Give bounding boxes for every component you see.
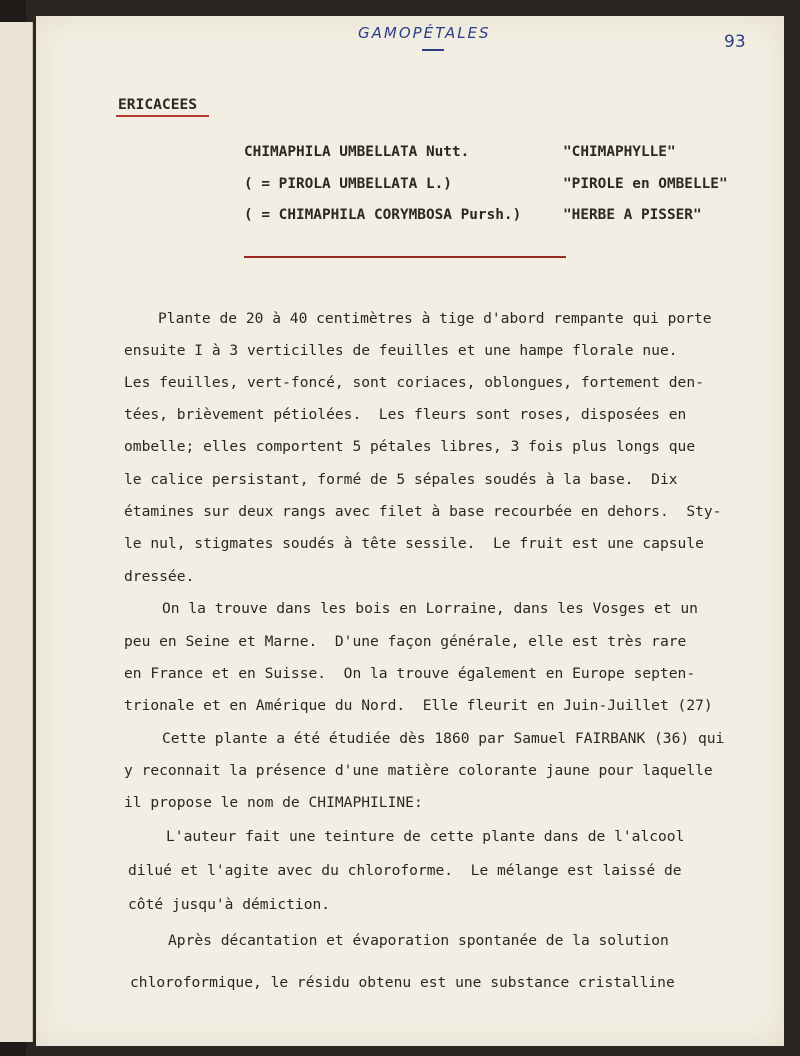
text-line: peu en Seine et Marne. D'une façon générale, elle est très rare (124, 633, 687, 650)
text-line: Les feuilles, vert-foncé, sont coriaces, oblongues, fortement den- (124, 374, 704, 391)
latin-synonym: ( = CHIMAPHILA CORYMBOSA Pursh.) (244, 207, 522, 223)
text-line: L'auteur fait une teinture de cette plante dans de l'alcool (166, 828, 685, 845)
text-line: ombelle; elles comportent 5 pétales libres, 3 fois plus longs que (124, 438, 696, 455)
text-line: étamines sur deux rangs avec filet à base recourbée en dehors. Sty- (124, 503, 722, 520)
common-name: "PIROLE en OMBELLE" (563, 176, 728, 192)
common-name: "HERBE A PISSER" (563, 207, 702, 223)
latin-name: CHIMAPHILA UMBELLATA Nutt. (244, 144, 470, 160)
text-line: le nul, stigmates soudés à tête sessile. Le fruit est une capsule (124, 535, 704, 552)
text-line: il propose le nom de CHIMAPHILINE: (124, 794, 423, 811)
header-underline (422, 49, 444, 51)
latin-synonym: ( = PIROLA UMBELLATA L.) (244, 176, 452, 192)
text-line: y reconnait la présence d'une matière colorante jaune pour laquelle (124, 762, 713, 779)
handwritten-header: GAMOPÉTALES (358, 24, 491, 42)
text-line: Cette plante a été étudiée dès 1860 par Samuel FAIRBANK (36) qui (162, 730, 725, 747)
text-line: en France et en Suisse. On la trouve également en Europe septen- (124, 665, 696, 682)
text-line: On la trouve dans les bois en Lorraine, dans les Vosges et un (162, 600, 698, 617)
text-line: trionale et en Amérique du Nord. Elle fleurit en Juin-Juillet (27) (124, 697, 713, 714)
text-line: Plante de 20 à 40 centimètres à tige d'abord rempante qui porte (158, 310, 712, 327)
text-line: chloroformique, le résidu obtenu est une substance cristalline (130, 974, 675, 991)
heading-rule (244, 256, 566, 258)
text-line: Après décantation et évaporation spontanée de la solution (168, 932, 669, 949)
document-page (36, 16, 784, 1046)
text-line: tées, brièvement pétiolées. Les fleurs sont roses, disposées en (124, 406, 687, 423)
text-line: dressée. (124, 568, 195, 585)
text-line: ensuite I à 3 verticilles de feuilles et une hampe florale nue. (124, 342, 678, 359)
section-title-underline (116, 115, 209, 117)
section-title: ERICACEES (118, 96, 198, 113)
page-number: 93 (724, 32, 746, 52)
common-name: "CHIMAPHYLLE" (563, 144, 676, 160)
text-line: côté jusqu'à démiction. (128, 896, 331, 913)
text-line: dilué et l'agite avec du chloroforme. Le mélange est laissé de (128, 862, 682, 879)
text-line: le calice persistant, formé de 5 sépales soudés à la base. Dix (124, 471, 678, 488)
previous-page-edge (0, 22, 33, 1042)
